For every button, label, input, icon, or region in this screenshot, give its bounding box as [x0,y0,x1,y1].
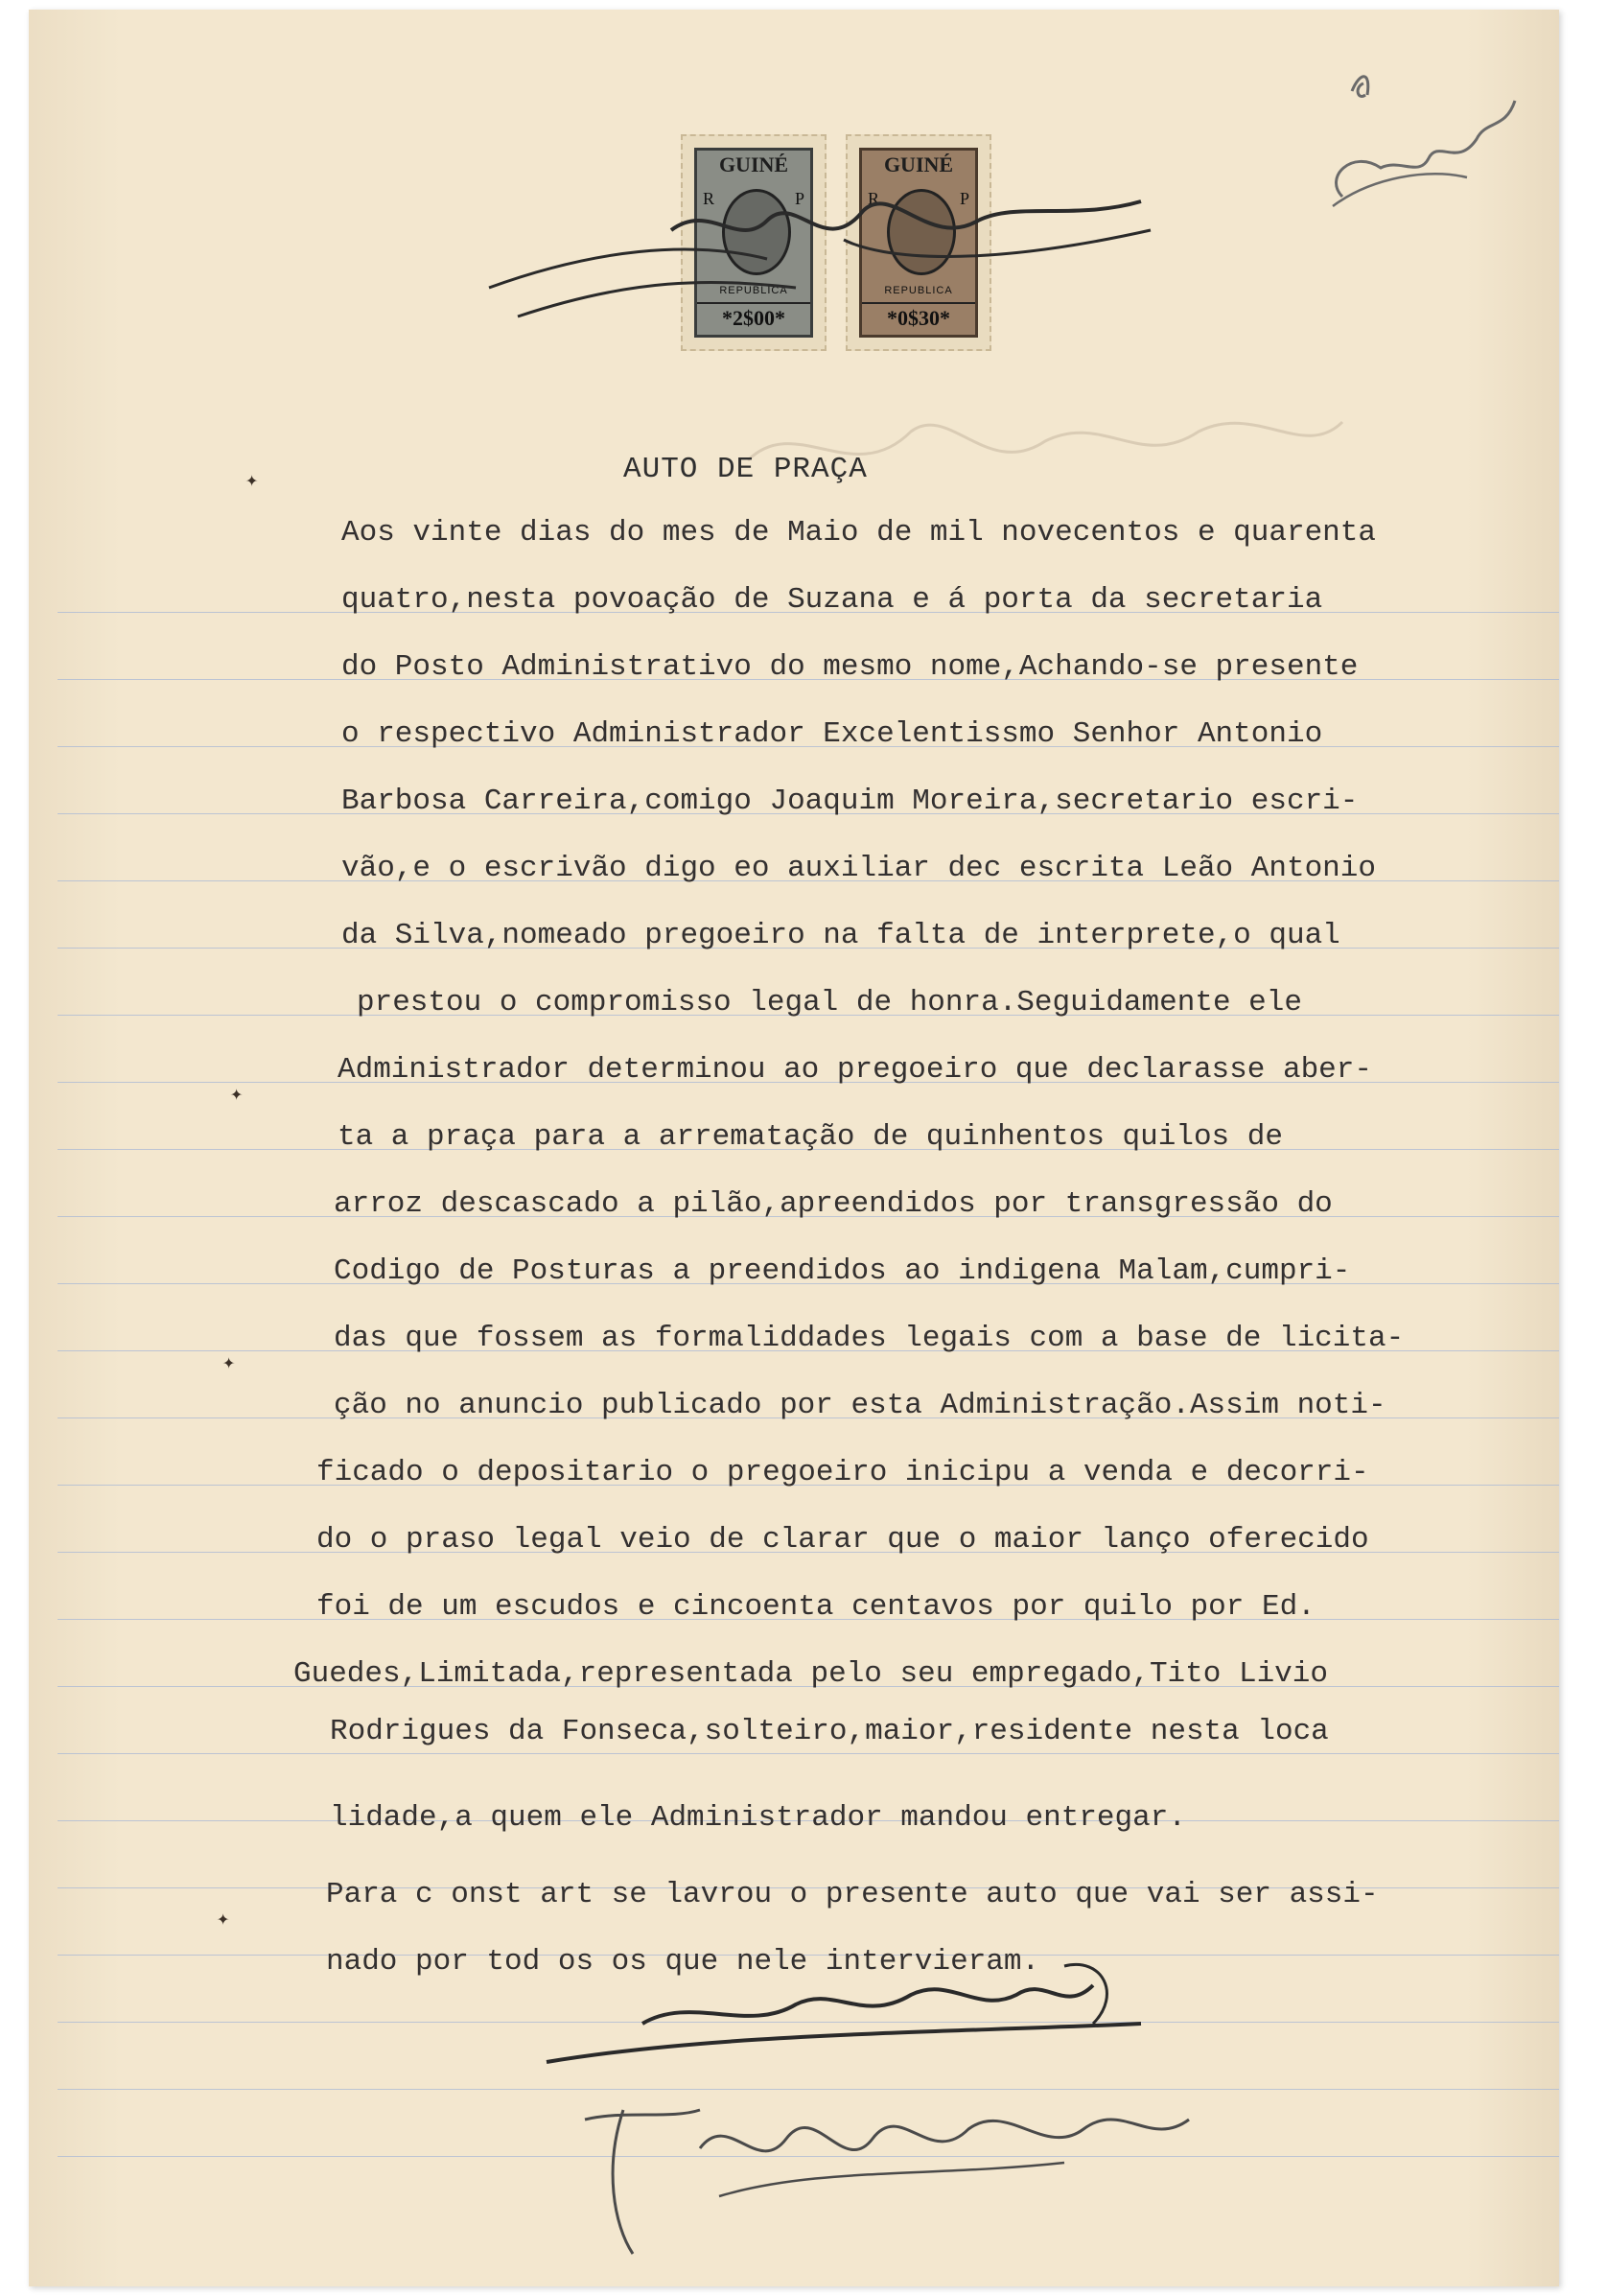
stamp-letter-left: R [868,189,880,208]
text-line: o respectivo Administrador Excelentissmo Senhor Antonio [341,717,1323,751]
stamp-country: GUINÉ [883,152,954,176]
punch-hole-mark: ✦ [245,469,259,493]
stamp-banner: REPUBLICA [719,285,788,296]
text-line: do Posto Administrativo do mesmo nome,Achando-se presente [341,650,1359,684]
text-line: Guedes,Limitada,representada pelo seu empregado,Tito Livio [293,1657,1328,1691]
text-line: ta a praça para a arrematação de quinhentos quilos de [338,1120,1283,1154]
text-line: quatro,nesta povoação de Suzana e á porta da secretaria [341,583,1323,617]
text-line: Rodrigues da Fonseca,solteiro,maior,residente nesta loca [330,1715,1329,1748]
stamp-country: GUINÉ [718,152,789,176]
stamp-cancellation-signature [479,173,1170,364]
stamp-letter-right: P [959,189,969,208]
text-line: da Silva,nomeado pregoeiro na falta de interprete,o qual [341,919,1340,952]
punch-hole-mark: ✦ [222,1351,236,1375]
closing-signatures [527,1956,1256,2283]
text-line: Administrador determinou ao pregoeiro que declarasse aber- [338,1053,1372,1087]
stamp-letter-left: R [703,189,715,208]
document-title: AUTO DE PRAÇA [623,453,868,486]
stamp-value: *2$00* [697,302,810,331]
stamp-value: *0$30* [862,302,975,331]
stamp-banner: REPUBLICA [884,285,953,296]
stamp-letter-right: P [794,189,804,208]
text-line: ficado o depositario o pregoeiro inicipu a venda e decorri- [316,1456,1369,1489]
punch-hole-mark: ✦ [217,1908,230,1932]
text-line: Barbosa Carreira,comigo Joaquim Moreira,secretario escri- [341,785,1359,818]
text-line: do o praso legal veio de clarar que o maior lanço oferecido [316,1523,1369,1557]
text-line: foi de um escudos e cincoenta centavos por quilo por Ed. [316,1590,1316,1624]
document-page [29,10,1559,2286]
text-line: prestou o compromisso legal de honra.Seguidamente ele [357,986,1302,1019]
punch-hole-mark: ✦ [230,1083,244,1107]
text-line: Codigo de Posturas a preendidos ao indigena Malam,cumpri- [334,1254,1351,1288]
page-number-handwriting [1314,62,1544,225]
text-line: das que fossem as formaliddades legais com a base de licita- [334,1322,1405,1355]
ruled-line [58,1753,1559,1754]
text-line: arroz descascado a pilão,apreendidos por transgressão do [334,1187,1333,1221]
text-line: lidade,a quem ele Administrador mandou entregar. [330,1801,1186,1835]
text-line: vão,e o escrivão digo eo auxiliar dec escrita Leão Antonio [341,852,1376,885]
text-line: nado por tod os os que nele intervieram. [326,1945,1040,1979]
text-line: ção no anuncio publicado por esta Administração.Assim noti- [334,1389,1386,1422]
text-line: Aos vinte dias do mes de Maio de mil novecentos e quarenta [341,516,1376,550]
text-line: Para c onst art se lavrou o presente auto que vai ser assi- [326,1878,1379,1911]
